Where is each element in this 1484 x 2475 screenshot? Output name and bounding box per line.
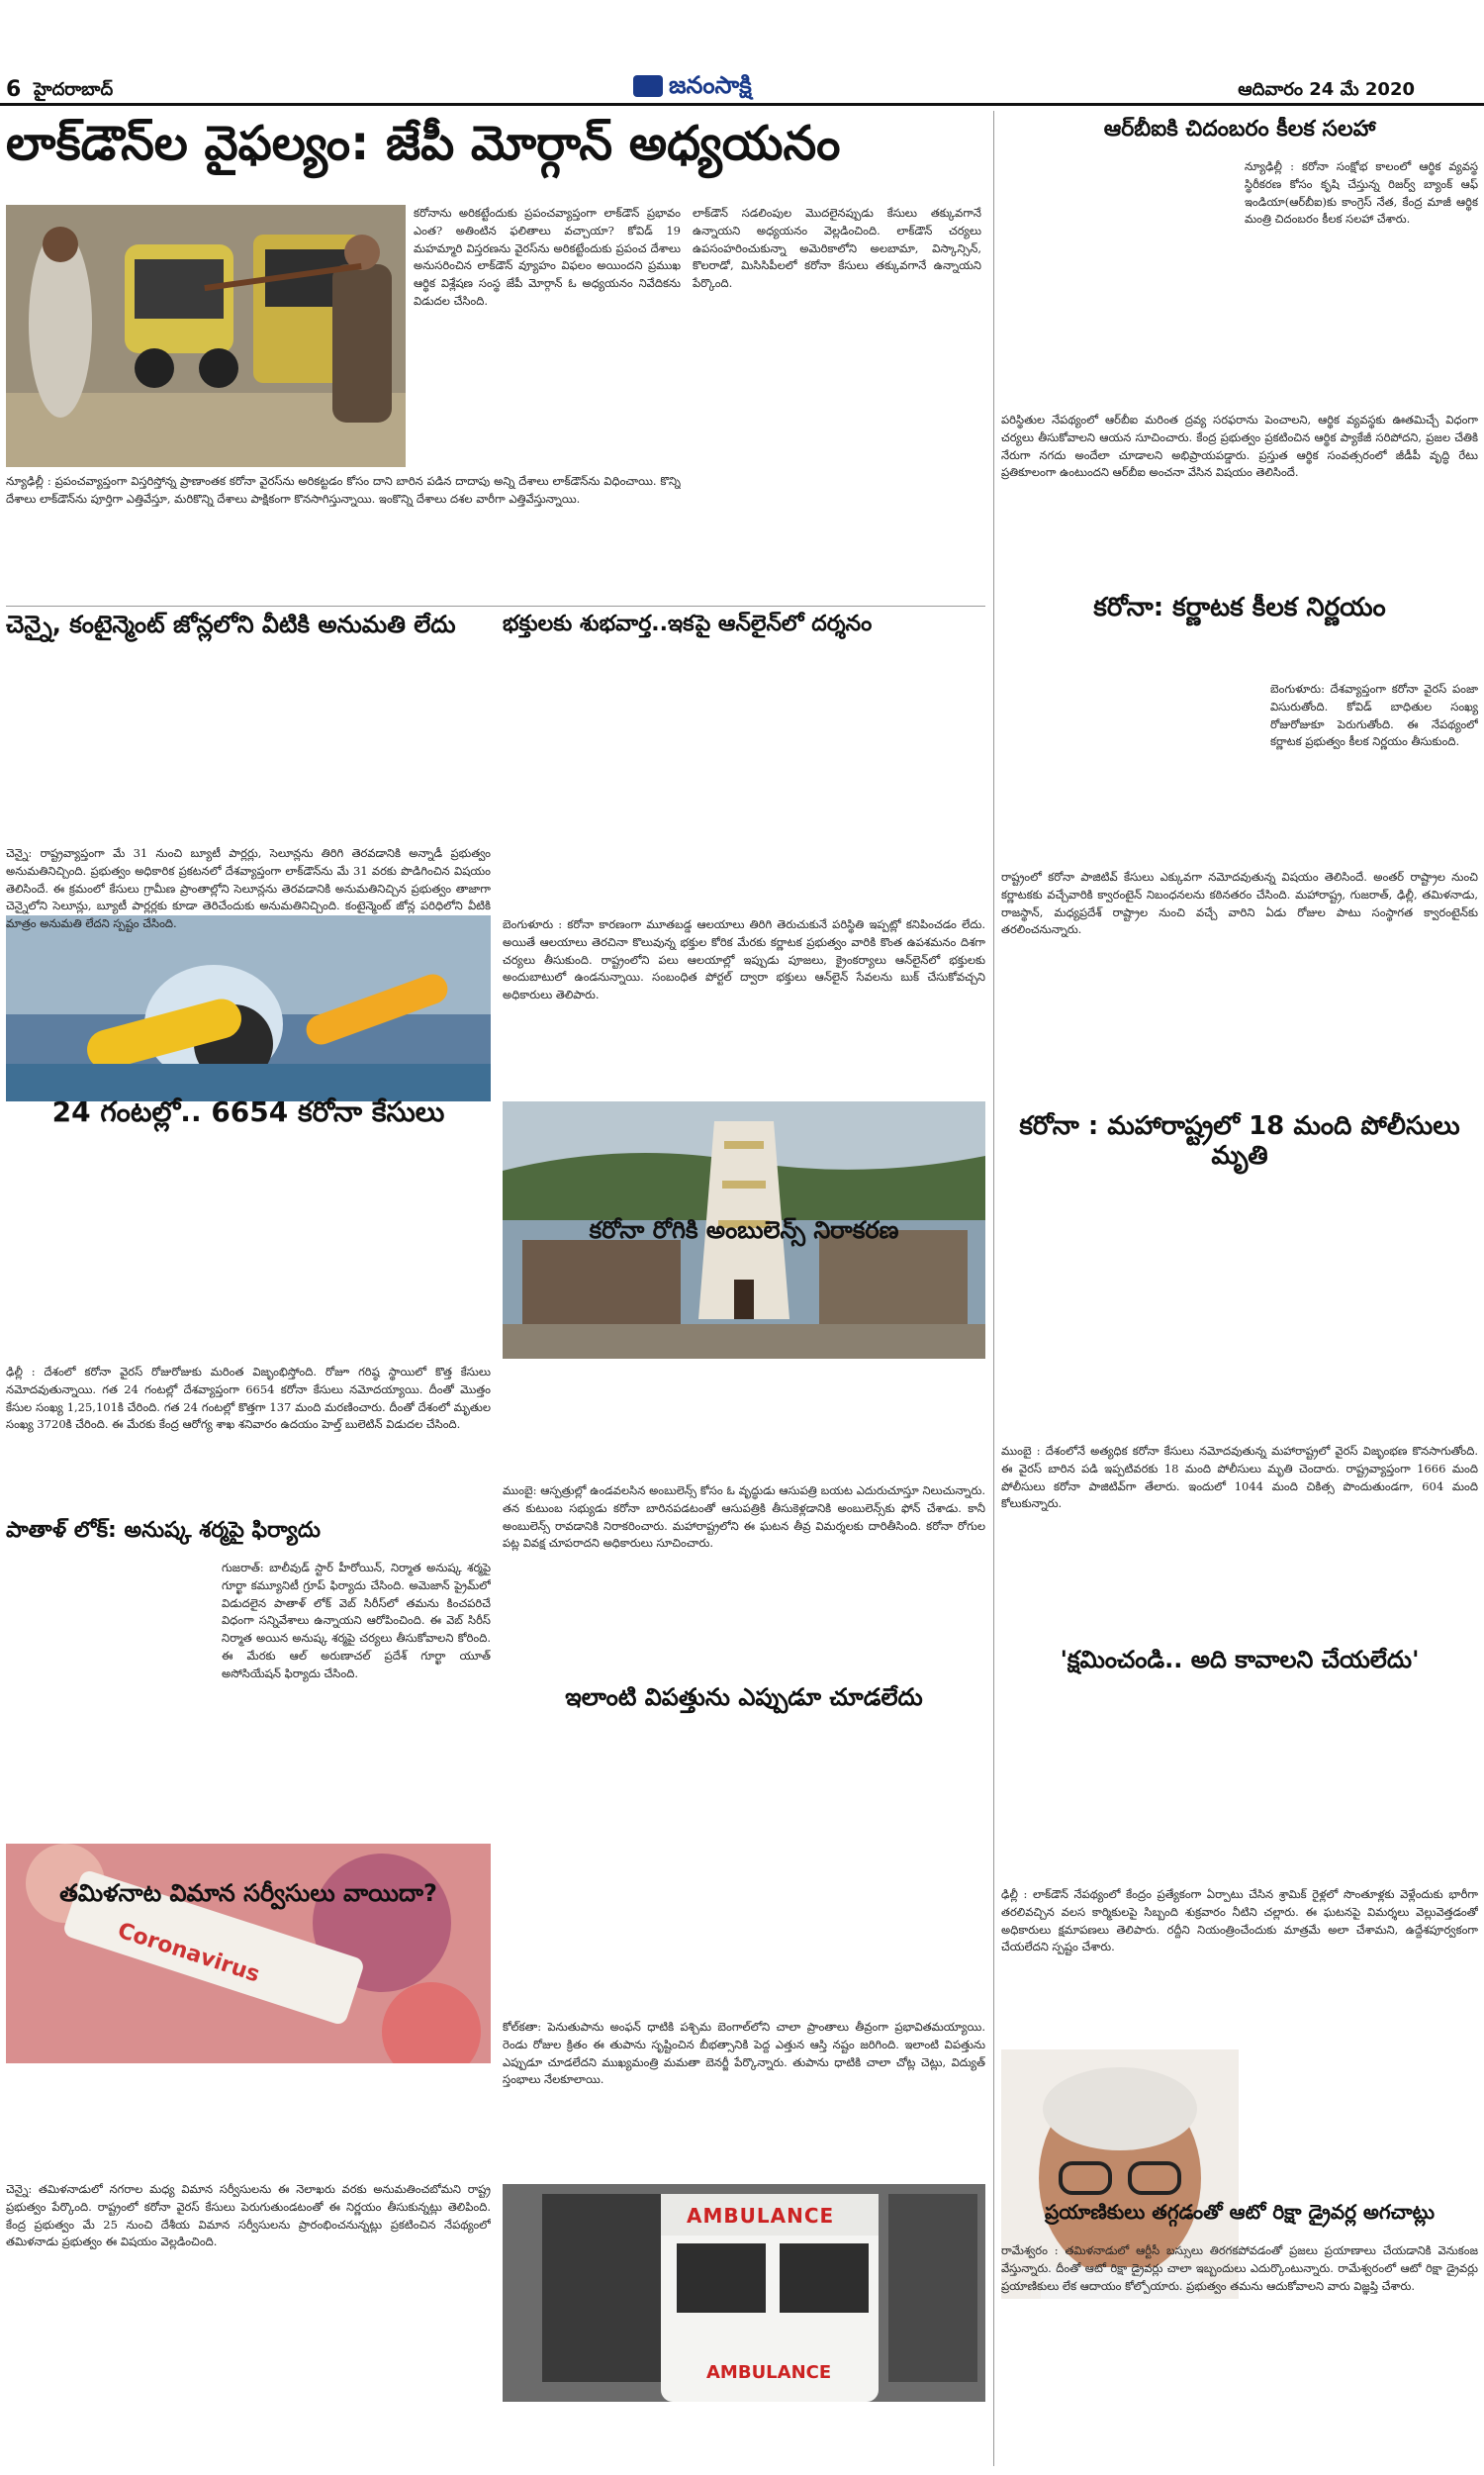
maharashtra-headline: కరోనా : మహారాష్ట్రలో 18 మంది పోలీసులు మృతి [1019, 1112, 1460, 1171]
cases-photo [6, 1844, 491, 2063]
maharashtra-body: ముంబై : దేశంలోనే అత్యధిక కరోనా కేసులు నమోదవుతున్న మహారాష్ట్రలో వైరస్ విజృంభణ కొనసాగుతోంది. ఈ వైరస్ బారిన పడి ఇప్పటివరకు 18 మంది పోలీసులు మృతి చెందారు. రాష్ట్రవ్యాప్తంగా 1666 మంది పోలీసులు కరోనా పాజిటివ్‌గా తేలారు. ఇందులో 1044 మంది చికిత్స పొందుతుండగా, 604 మంది కోలుకున్నారు. [1001, 1444, 1478, 1511]
devotees-headline-wrap [503, 612, 985, 651]
page-date: ఆదివారం 24 మే 2020 [1238, 79, 1415, 100]
auto-body: రామేశ్వరం : తమిళనాడులో ఆర్టీసీ బస్సులు తిరగకపోవడంతో ప్రజలు ప్రయాణాలు చేయడానికి వెనుకంజ వేస్తున్నారు. దీంతో ఆటో రిక్షా డ్రైవర్లు చాలా ఇబ్బందులు ఎదుర్కొంటున్నారు. రామేశ్వరంలో ఆటో రిక్షా డ్రైవర్లు ప్రయాణికులు లేక ఆదాయం కోల్పోయారు. ప్రభుత్వం తమను ఆదుకోవాలని వారు విజ్ఞప్తి చేశారు. [1001, 2243, 1478, 2293]
ambulance-sign-top: AMBULANCE [687, 2204, 835, 2228]
karnataka-body-side: బెంగుళూరు: దేశవ్యాప్తంగా కరోనా వైరస్ పంజా విసురుతోంది. కోవిడ్ బాధితుల సంఖ్య రోజురోజుకూ పెరుగుతోంది. ఈ నేపథ్యంలో కర్ణాటక ప్రభుత్వం కీలక నిర్ణయం తీసుకుంది. [1270, 682, 1478, 749]
apology-body: ఢిల్లీ : లాక్‌డౌన్ నేపథ్యంలో కేంద్రం ప్రత్యేకంగా ఏర్పాటు చేసిన శ్రామిక్ రైళ్లలో సొంతూళ్లకు వెళ్లేందుకు భారీగా తరలివచ్చిన వలస కార్మికులపై సిబ్బంది శుక్రవారం నీటిని చల్లారు. ఈ ఘటనపై విమర్శలు వెల్లువెత్తడంతో అధికారులు క్షమాపణలు తెలిపారు. రద్దీని నియంత్రించేందుకు మాత్రమే అలా చేశామని, ఉద్దేశపూర్వకంగా చేయలేదని స్పష్టం చేశారు. [1001, 1887, 1478, 1954]
lockdown-body-bottom: న్యూఢిల్లీ : ప్రపంచవ్యాప్తంగా విస్తరిస్తోన్న ప్రాణాంతక కరోనా వైరస్‌ను అరికట్టడం కోసం దాని బారిన పడిన దాదాపు అన్ని దేశాలు లాక్‌డౌన్‌ను విధించాయి. కొన్ని దేశాలు లాక్‌డౌన్‌ను పూర్తిగా ఎత్తివేస్తూ, మరికొన్ని దేశాలు పాక్షికంగా కొనసాగిస్తున్నాయి. ఇంకొన్ని దేశాలు దశల వారీగా ఎత్తివేస్తున్నాయి. [6, 474, 681, 506]
cases-headline: 24 గంటల్లో.. 6654 కరోనా కేసులు [51, 1096, 445, 1128]
devotees-headline: భక్తులకు శుభవార్త..ఇకపై ఆన్‌లైన్‌లో దర్శనం [503, 612, 873, 636]
logo-icon [633, 75, 663, 97]
newspaper-logo [633, 71, 752, 105]
paper-name: జనంసాక్షి [669, 71, 752, 99]
auto-headline-wrap [1001, 2201, 1478, 2240]
chidambaram-body: పరిస్థితుల నేపథ్యంలో ఆర్‌బీఐ మరింత ద్రవ్య సరఫరాను పెంచాలని, ఆర్థిక వ్యవస్థకు ఊతమిచ్చే విధంగా చర్యలు తీసుకోవాలని ఆయన సూచించారు. కేంద్ర ప్రభుత్వం ప్రకటించిన ఆర్థిక ప్యాకేజీ సరిపోదని, ప్రజల చేతికి నేరుగా నగదు అందేలా చూడాలని అభిప్రాయపడ్డారు. ప్రస్తుత ఆర్థిక సంవత్సరంలో జీడీపీ వృద్ధి రేటు ప్రతికూలంగా ఉంటుందని ఆర్‌బీఐ అంచనా వేసిన విషయం తెలిసిందే. [1001, 413, 1478, 480]
lockdown-headline: లాక్‌డౌన్‌ల వైఫల్యం: జేపీ మోర్గాన్ అధ్యయనం [6, 117, 841, 171]
chennai-headline-wrap [6, 612, 491, 651]
column-divider [993, 111, 994, 2466]
flights-headline-wrap [6, 1880, 491, 1920]
divider [6, 606, 985, 607]
pathal-headline-wrap [6, 1518, 491, 1558]
maharashtra-headline-wrap [1001, 1112, 1478, 1191]
chidambaram-headline-wrap [1001, 117, 1478, 156]
chennai-headline: చెన్నై, కంటైన్మెంట్ జోన్లలోని వీటికి అనుమతి లేదు [6, 612, 456, 638]
flights-headline: తమిళనాట విమాన సర్వీసులు వాయిదా? [59, 1880, 437, 1907]
ambulance-headline: కరోనా రోగికి అంబులెన్స్ నిరాకరణ [589, 1217, 899, 1244]
flights-body: చెన్నై: తమిళనాడులో నగరాల మధ్య విమాన సర్వీసులను ఈ నెలాఖరు వరకు అనుమతించబోమని రాష్ట్ర ప్రభుత్వం పేర్కొంది. రాష్ట్రంలో కరోనా వైరస్ కేసులు పెరుగుతుండటంతో ఈ నిర్ణయం తీసుకున్నట్లు తెలిపింది. కేంద్ర ప్రభుత్వం మే 25 నుంచి దేశీయ విమాన సర్వీసులను ప్రారంభించనున్నట్లు ప్రకటించిన నేపథ్యంలో తమిళనాడు ప్రభుత్వం ఈ విషయం వెల్లడించింది. [6, 2182, 491, 2249]
karnataka-body: రాష్ట్రంలో కరోనా పాజిటివ్ కేసులు ఎక్కువగా నమోదవుతున్న విషయం తెలిసిందే. అంతర్ రాష్ట్రాల నుంచి కర్ణాటకకు వచ్చేవారికి క్వారంటైన్ నిబంధనలను కఠినతరం చేసింది. మహారాష్ట్ర, గుజరాత్, ఢిల్లీ, తమిళనాడు, రాజస్థాన్, మధ్యప్రదేశ్ రాష్ట్రాల నుంచి వచ్చే వారిని ఏడు రోజుల పాటు సంస్థాగత క్వారంటైన్‌కు తరలించనున్నారు. [1001, 870, 1478, 937]
apology-headline-wrap [1001, 1647, 1478, 1686]
devotees-body: బెంగుళూరు : కరోనా కారణంగా మూతబడ్డ ఆలయాలు తిరిగి తెరుచుకునే పరిస్థితి ఇప్పట్లో కనిపించడం లేదు. అయితే ఆలయాలు తెరచినా కొలువున్న భక్తుల కోరిక మేరకు కర్ణాటక ప్రభుత్వం వారికి కొంత ఉపశమనం దిశగా చర్యలు తీసుకుంది. రాష్ట్రంలోని పలు ఆలయాల్లో ఇప్పుడు పూజలు, క్రైంకర్యాలు ఆన్‌లైన్‌లో భక్తులకు అందుబాటులో ఉండనున్నాయి. సంబంధిత పోర్టల్ ద్వారా భక్తులు ఆన్‌లైన్ సేవలను బుక్ చేసుకోవచ్చని అధికారులు తెలిపారు. [503, 917, 985, 1002]
cases-body: ఢిల్లీ : దేశంలో కరోనా వైరస్ రోజురోజుకు మరింత విజృంభిస్తోంది. రోజూ గరిష్ఠ స్థాయిలో కొత్త కేసులు నమోదవుతున్నాయి. గత 24 గంటల్లో దేశవ్యాప్తంగా 6654 కరోనా కేసులు నమోదయ్యాయి. దీంతో మొత్తం కేసుల సంఖ్య 1,25,101కి చేరింది. గత 24 గంటల్లో కొత్తగా 137 మంది మరణించారు. దీంతో దేశంలో మృతుల సంఖ్య 3720కి చేరింది. ఈ మేరకు కేంద్ర ఆరోగ్య శాఖ శనివారం ఉదయం హెల్త్ బులెటిన్ విడుదల చేసింది. [6, 1365, 491, 1432]
ambulance-headline-wrap [503, 1217, 985, 1257]
masthead-rule [0, 103, 1484, 106]
ambulance-photo [503, 2184, 985, 2402]
pathal-headline: పాతాళ్ లోక్: అనుష్క శర్మపై ఫిర్యాదు [6, 1518, 322, 1543]
lockdown-body-top: కరోనాను అరికట్టేందుకు ప్రపంచవ్యాప్తంగా లాక్‌డౌన్ ప్రభావం ఎంత? అతింటిన ఫలితాలు వచ్చాయా? కోవిడ్ 19 మహమ్మారి విస్తరణను వైరస్‌ను అరికట్టేందుకు ప్రపంచ దేశాలు అనుసరించిన లాక్‌డౌన్ వ్యూహం విఫలం అయిందని ప్రముఖ ఆర్థిక విశ్లేషణ సంస్థ జేపీ మోర్గాన్ ఓ అధ్యయనం నివేదికను విడుదల చేసింది. [414, 206, 681, 309]
lockdown-photo [6, 205, 406, 467]
ambulance-sign-bottom: AMBULANCE [706, 2362, 832, 2383]
page-number: 6 [6, 77, 22, 102]
cases-photo-svg [6, 1844, 491, 2063]
masthead [0, 0, 1484, 102]
cyclone-headline-wrap [503, 1684, 985, 1724]
cyclone-headline: ఇలాంటి విపత్తును ఎప్పుడూ చూడలేదు [565, 1684, 923, 1711]
auto-headline: ప్రయాణికులు తగ్గడంతో ఆటో రిక్షా డ్రైవర్ల అగచాట్లు [1044, 2201, 1435, 2224]
karnataka-headline-wrap [1001, 594, 1478, 633]
chidambaram-body-side: న్యూఢిల్లీ : కరోనా సంక్షోభ కాలంలో ఆర్థిక వ్యవస్థ స్థిరీకరణ కోసం కృషి చేస్తున్న రిజర్వ్ బ్యాంక్ ఆఫ్ ఇండియా(ఆర్‌బీఐ)కు కాంగ్రెస్ నేత, కేంద్ర మాజీ ఆర్థిక మంత్రి చిదంబరం కీలక సలహా చేశారు. [1245, 159, 1478, 227]
pathal-body: గుజరాత్: బాలీవుడ్ స్టార్ హీరోయిన్, నిర్మాత అనుష్క శర్మపై గూర్ఖా కమ్యూనిటీ గ్రూప్ ఫిర్యాదు చేసింది. అమెజాన్ ప్రైమ్‌లో విడుదలైన పాతాళ్ లోక్ వెబ్ సిరీస్‌లో తమను కించపరిచే విధంగా సన్నివేశాలు ఉన్నాయని ఆరోపించింది. ఈ వెబ్ సిరీస్ నిర్మాత అయిన అనుష్క శర్మపై చర్యలు తీసుకోవాలని కోరింది. ఈ మేరకు ఆల్ అరుణాచల్ ప్రదేశ్ గూర్ఖా యూత్ అసోసియేషన్ ఫిర్యాదు చేసింది. [222, 1561, 491, 1680]
lockdown-headline-wrap [6, 117, 985, 196]
test-kit-label: Coronavirus [114, 1918, 263, 1988]
apology-headline: 'క్షమించండి.. అది కావాలని చేయలేదు' [1060, 1647, 1420, 1673]
page-city: హైదరాబాద్ [34, 79, 114, 100]
chidambaram-headline: ఆర్‌బీఐకి చిదంబరం కీలక సలహా [1103, 117, 1376, 142]
cyclone-body: కోల్‌కతా: పెనుతుపాను అంఫన్ ధాటికి పశ్చిమ బెంగాల్‌లోని చాలా ప్రాంతాలు తీవ్రంగా ప్రభావితమయ్యాయి. రెండు రోజుల క్రితం ఈ తుపాను సృష్టించిన బీభత్సానికి పెద్ద ఎత్తున ఆస్తి నష్టం జరిగింది. ఇలాంటి విపత్తును ఎప్పుడూ చూడలేదని ముఖ్యమంత్రి మమతా బెనర్జీ పేర్కొన్నారు. తుపాను ధాటికి చాలా చోట్ల చెట్లు, విద్యుత్ స్తంభాలు నేలకూలాయి. [503, 2020, 985, 2087]
karnataka-headline: కరోనా: కర్ణాటక కీలక నిర్ణయం [1093, 594, 1386, 622]
lockdown-photo-svg [6, 205, 406, 467]
chennai-body: చెన్నై: రాష్ట్రవ్యాప్తంగా మే 31 నుంచి బ్యూటీ పార్లర్లు, సెలూన్లను తిరిగి తెరవడానికి అన్నాడీ ప్రభుత్వం అనుమతినిచ్చింది. ప్రభుత్వం అధికారిక ప్రకటనలో దేశవ్యాప్తంగా లాక్‌డౌన్‌ను మే 31 వరకు పొడిగించిన విషయం తెలిసిందే. ఈ క్రమంలో కేసులు గ్రామీణ ప్రాంతాల్లోని సెలూన్లను తెరవడానికి అనుమతినిచ్చిన ప్రభుత్వం తాజాగా చెన్నైలోని సెలూన్లు, బ్యూటీ పార్లర్లకు కూడా తెరిచేందుకు అనుమతినిచ్చింది. కంటైన్మెంట్ జోన్ల పరిధిలోని వీటికి మాత్రం అనుమతి లేదని స్పష్టం చేసింది. [6, 846, 491, 931]
cases-headline-wrap [6, 1096, 491, 1136]
lockdown-body-mid: లాక్‌డౌన్ సడలింపుల మొదలైనప్పుడు కేసులు తక్కువగానే ఉన్నాయని అధ్యయనం వెల్లడించింది. లాక్‌డౌన్ చర్యలు ఉపసంహరించుకున్నా అమెరికాలోని అలబామా, విస్కాన్సిన్, కొలరాడో, మిసిసిపీలలో కరోనా కేసులు తక్కువగానే ఉన్నాయని పేర్కొంది. [693, 206, 981, 291]
ambulance-body: ముంబై: ఆస్పత్రుల్లో ఉండవలసిన అంబులెన్స్ కోసం ఓ వృద్ధుడు ఆసుపత్రి బయట ఎదురుచూస్తూ నిలుచున్నారు. తన కుటుంబ సభ్యుడు కరోనా బారినపడటంతో ఆసుపత్రికి తీసుకెళ్లడానికి అంబులెన్స్‌కు ఫోన్ చేశాడు. కానీ అంబులెన్స్ రావడానికి నిరాకరించారు. మహారాష్ట్రలోని ఈ ఘటన తీవ్ర విమర్శలకు దారితీసింది. కరోనా రోగుల పట్ల వివక్ష చూపరాదని అధికారులు సూచించారు. [503, 1483, 985, 1551]
